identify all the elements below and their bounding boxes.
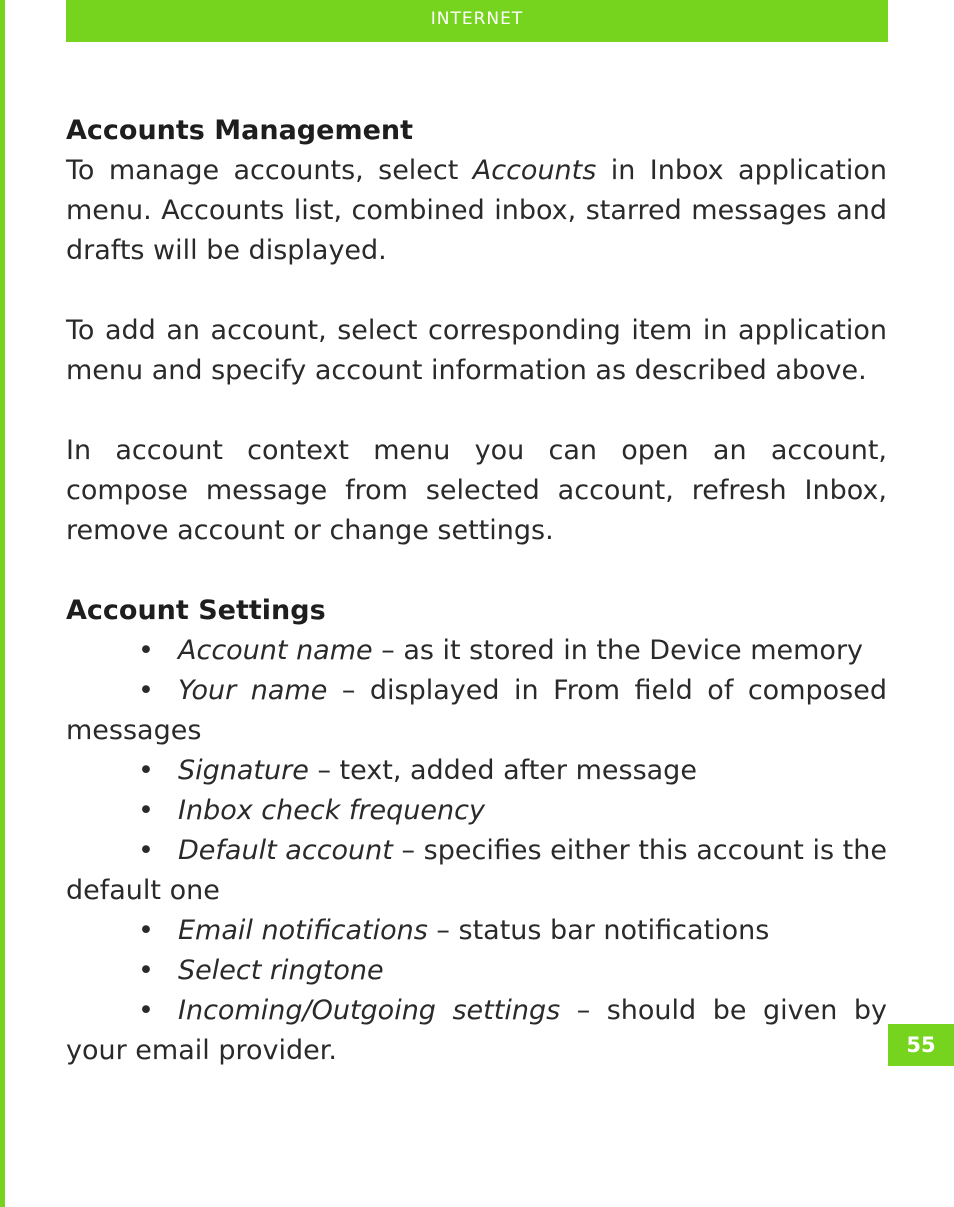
setting-description: – displayed in From field of composed messages [66, 675, 887, 746]
settings-bullet-item [66, 791, 887, 831]
bullet-dot: • [138, 955, 154, 986]
accounts-management-heading: Accounts Management [66, 115, 414, 146]
setting-description: – as it stored in the Device memory [372, 635, 864, 666]
setting-description: – should be given by your email provider. [66, 995, 887, 1066]
setting-term: Select ringtone [178, 955, 384, 986]
setting-description: – status bar notifications [427, 915, 770, 946]
account-settings-heading: Account Settings [66, 595, 326, 626]
setting-description: – text, added after message [308, 755, 697, 786]
settings-bullet-item [66, 831, 887, 911]
settings-bullet-item [66, 671, 887, 751]
setting-term: Email notifications [178, 915, 428, 946]
settings-bullet-item [66, 991, 887, 1071]
page-content [66, 111, 887, 1071]
bullet-dot: • [138, 795, 154, 826]
setting-term: Signature [178, 755, 309, 786]
section-title: INTERNET [430, 9, 524, 29]
settings-bullet-item [66, 951, 887, 991]
page-number: 55 [888, 1024, 954, 1066]
left-accent-bar [0, 0, 5, 1207]
settings-bullet-item [66, 631, 887, 671]
setting-description: – specifies either this account is the default one [66, 835, 887, 906]
setting-term: Incoming/Outgoing settings [178, 995, 561, 1026]
accounts-management-paragraph-1: To manage accounts, select Accounts in Inbox application menu. Accounts list, combined inbox, starred messages and drafts will be displayed. [66, 155, 887, 266]
bullet-dot: • [138, 675, 154, 706]
bullet-dot: • [138, 635, 154, 666]
section-header-bar [66, 0, 888, 42]
accounts-management-paragraph-3: In account context menu you can open an account, compose message from selected account, refresh Inbox, remove account or change settings. [66, 435, 887, 546]
setting-term: Your name [178, 675, 328, 706]
bullet-dot: • [138, 835, 154, 866]
bullet-dot: • [138, 755, 154, 786]
setting-term: Default account [178, 835, 393, 866]
accounts-management-paragraph-2: To add an account, select corresponding item in application menu and specify account information as described above. [66, 315, 887, 386]
settings-bullet-item [66, 751, 887, 791]
settings-bullet-item [66, 911, 887, 951]
accounts-menu-term: Accounts [472, 155, 597, 186]
setting-term: Account name [178, 635, 373, 666]
setting-term: Inbox check frequency [178, 795, 485, 826]
bullet-dot: • [138, 915, 154, 946]
bullet-dot: • [138, 995, 154, 1026]
